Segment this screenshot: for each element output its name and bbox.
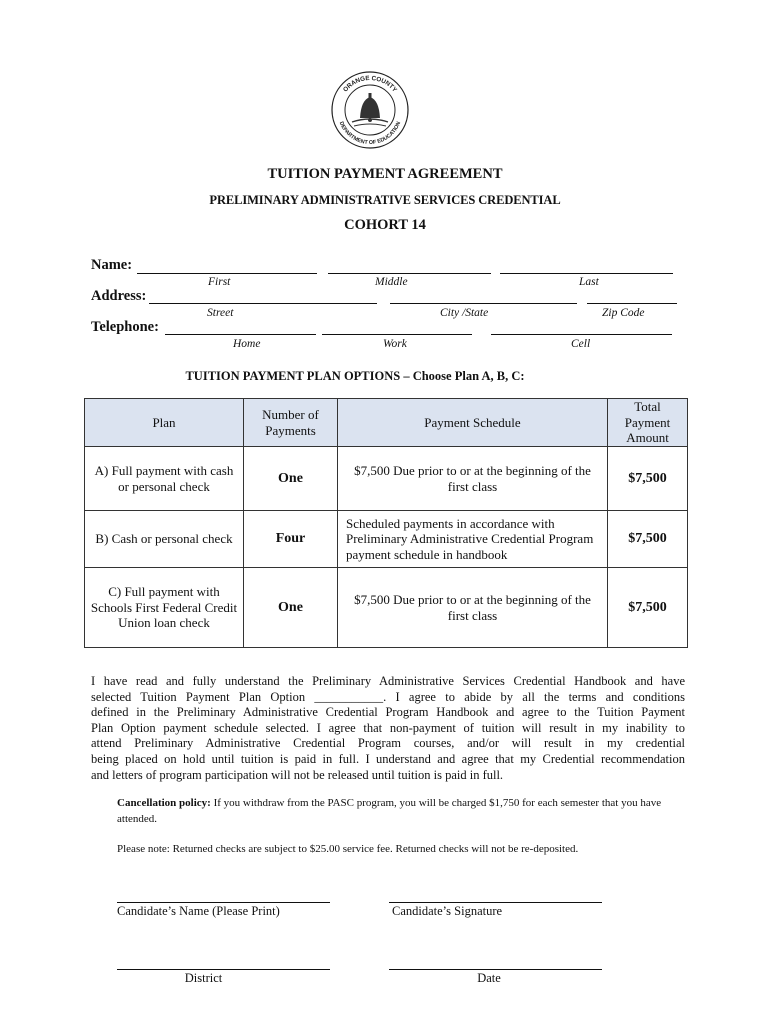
street-sublabel: Street — [207, 307, 234, 319]
payment-plans-table — [84, 398, 688, 648]
header-plan: Plan — [85, 399, 244, 447]
total-cell: $7,500 — [608, 511, 688, 568]
page-subtitle: PRELIMINARY ADMINISTRATIVE SERVICES CREDENTIAL — [209, 193, 561, 207]
cell-sublabel: Cell — [571, 338, 591, 350]
agreement-line: I have read and fully understand the Preliminary Administrative Services Credential Handbook and have — [91, 674, 685, 688]
street-field[interactable] — [149, 303, 377, 304]
name-label: Name: — [91, 257, 133, 273]
returned-checks-note: Please note: Returned checks are subject to $25.00 service fee. Returned checks will not be re-deposited. — [117, 843, 579, 855]
header-total-amount: Total Payment Amount — [608, 399, 688, 447]
cancellation-policy — [117, 795, 677, 827]
candidate-signature-line[interactable] — [389, 902, 602, 903]
candidate-name-label: Candidate’s Name (Please Print) — [117, 904, 280, 918]
date-line[interactable] — [389, 969, 602, 970]
agreement-line: attend Preliminary Administrative Credential Program courses, and/or will result in my credential — [91, 736, 685, 751]
address-label: Address: — [91, 288, 147, 304]
schedule-cell: $7,500 Due prior to or at the beginning of the first class — [338, 447, 608, 511]
table-header-row — [85, 399, 688, 447]
schedule-cell: Scheduled payments in accordance with Preliminary Administrative Credential Program payment schedule in handbook — [338, 511, 608, 568]
middle-name-field[interactable] — [328, 273, 491, 274]
header-payment-schedule: Payment Schedule — [338, 399, 608, 447]
last-sublabel: Last — [579, 276, 599, 288]
agreement-line: selected Tuition Payment Plan Option ___________. I agree to abide by all the terms and conditions — [91, 689, 685, 704]
agreement-line: Plan Option payment schedule selected. I agree that non-payment of tuition will result in my inability to — [91, 720, 685, 735]
first-name-field[interactable] — [137, 273, 317, 274]
agreement-paragraph — [91, 674, 685, 783]
zip-code-sublabel: Zip Code — [602, 307, 645, 319]
first-sublabel: First — [208, 276, 231, 288]
plan-options-heading: TUITION PAYMENT PLAN OPTIONS – Choose Plan A, B, C: — [185, 369, 525, 383]
header-number-of-payments: Number of Payments — [244, 399, 338, 447]
telephone-label: Telephone: — [91, 319, 159, 335]
agreement-line: and letters of program participation will not be released until tuition is paid in full. — [91, 767, 504, 782]
plan-cell: C) Full payment with Schools First Federal Credit Union loan check — [85, 568, 244, 648]
zip-code-field[interactable] — [587, 303, 677, 304]
middle-sublabel: Middle — [375, 276, 408, 288]
date-label: Date — [477, 971, 501, 985]
svg-text:DEPARTMENT OF EDUCATION — [338, 121, 402, 146]
payments-cell: Four — [244, 511, 338, 568]
ocde-logo — [330, 70, 410, 150]
cohort-label: COHORT 14 — [344, 217, 426, 233]
work-phone-field[interactable] — [322, 334, 472, 335]
bell-icon — [352, 93, 388, 126]
agreement-line: defined in the Preliminary Administrative Credential Program Handbook and agree to the Tuition Payment — [91, 705, 685, 720]
logo-seal — [330, 70, 410, 150]
plan-cell: A) Full payment with cash or personal check — [85, 447, 244, 511]
payments-cell: One — [244, 568, 338, 648]
table-row — [85, 511, 688, 568]
schedule-cell: $7,500 Due prior to or at the beginning of the first class — [338, 568, 608, 648]
cancellation-label: Cancellation policy: — [117, 797, 211, 809]
home-phone-field[interactable] — [165, 334, 316, 335]
last-name-field[interactable] — [500, 273, 673, 274]
payments-cell: One — [244, 447, 338, 511]
candidate-name-line[interactable] — [117, 902, 330, 903]
work-sublabel: Work — [383, 338, 407, 350]
table-row — [85, 568, 688, 648]
plan-cell: B) Cash or personal check — [85, 511, 244, 568]
city-state-field[interactable] — [390, 303, 577, 304]
district-label: District — [184, 971, 223, 985]
district-line[interactable] — [117, 969, 330, 970]
logo-top-text: ORANGE COUNTY — [341, 74, 399, 94]
logo-bottom-text: DEPARTMENT OF EDUCATION — [337, 120, 403, 147]
cancellation-text: If you withdraw from the PASC program, you will be charged $1,750 for each semester that you have attended. — [117, 797, 662, 825]
cell-phone-field[interactable] — [491, 334, 672, 335]
agreement-line: being placed on hold until tuition is paid in full. I understand and agree that my Credential recommendation — [91, 751, 685, 766]
city-state-sublabel: City /State — [440, 307, 489, 319]
page-title: TUITION PAYMENT AGREEMENT — [267, 166, 503, 182]
home-sublabel: Home — [233, 338, 261, 350]
table-row — [85, 447, 688, 511]
total-cell: $7,500 — [608, 447, 688, 511]
candidate-signature-label: Candidate’s Signature — [392, 904, 503, 918]
total-cell: $7,500 — [608, 568, 688, 648]
